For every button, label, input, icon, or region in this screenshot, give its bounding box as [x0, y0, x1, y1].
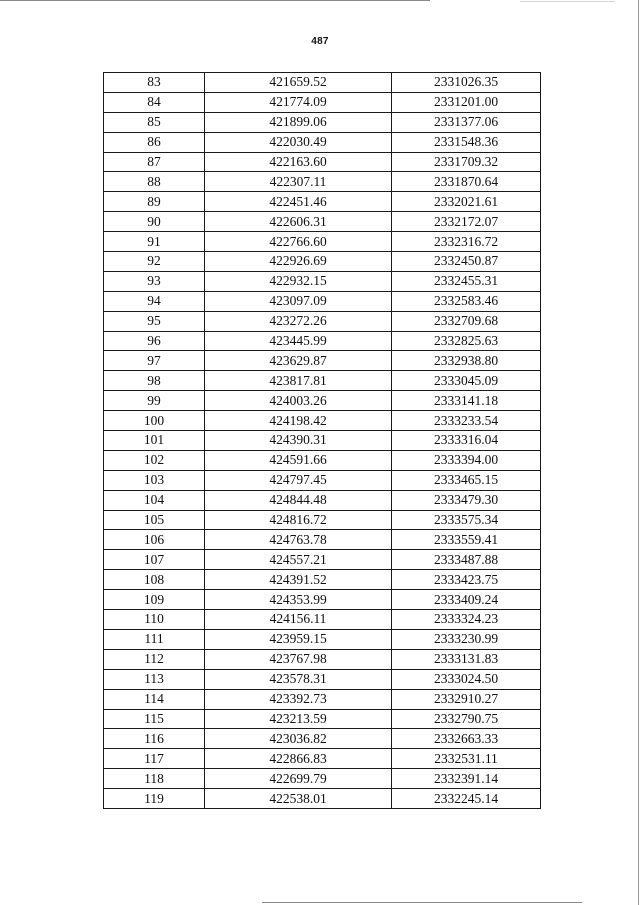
table-row [104, 92, 541, 112]
y-coordinate-cell: 2332455.31 [392, 271, 541, 291]
point-number-cell: 115 [104, 709, 205, 729]
x-coordinate-cell: 422866.83 [205, 749, 392, 769]
point-number-cell: 99 [104, 391, 205, 411]
scan-edge-top-right [520, 1, 615, 2]
point-number-cell: 119 [104, 789, 205, 809]
point-number-cell: 92 [104, 252, 205, 272]
point-number-cell: 101 [104, 431, 205, 451]
table-row [104, 331, 541, 351]
x-coordinate-cell: 424156.11 [205, 610, 392, 630]
x-coordinate-cell: 423097.09 [205, 291, 392, 311]
y-coordinate-cell: 2332790.75 [392, 709, 541, 729]
y-coordinate-cell: 2333230.99 [392, 629, 541, 649]
x-coordinate-cell: 424591.66 [205, 450, 392, 470]
point-number-cell: 85 [104, 112, 205, 132]
y-coordinate-cell: 2332663.33 [392, 729, 541, 749]
x-coordinate-cell: 424391.52 [205, 570, 392, 590]
x-coordinate-cell: 424390.31 [205, 431, 392, 451]
x-coordinate-cell: 424816.72 [205, 510, 392, 530]
table-row [104, 132, 541, 152]
table-row [104, 431, 541, 451]
y-coordinate-cell: 2332450.87 [392, 252, 541, 272]
table-row [104, 510, 541, 530]
x-coordinate-cell: 424557.21 [205, 550, 392, 570]
point-number-cell: 110 [104, 610, 205, 630]
x-coordinate-cell: 422030.49 [205, 132, 392, 152]
point-number-cell: 96 [104, 331, 205, 351]
point-number-cell: 113 [104, 669, 205, 689]
point-number-cell: 108 [104, 570, 205, 590]
table-row [104, 391, 541, 411]
table-row [104, 749, 541, 769]
y-coordinate-cell: 2333423.75 [392, 570, 541, 590]
x-coordinate-cell: 422926.69 [205, 252, 392, 272]
coordinate-table [103, 72, 541, 809]
y-coordinate-cell: 2333316.04 [392, 431, 541, 451]
y-coordinate-cell: 2333024.50 [392, 669, 541, 689]
table-row [104, 371, 541, 391]
y-coordinate-cell: 2332531.11 [392, 749, 541, 769]
point-number-cell: 104 [104, 490, 205, 510]
point-number-cell: 87 [104, 152, 205, 172]
y-coordinate-cell: 2332172.07 [392, 212, 541, 232]
point-number-cell: 116 [104, 729, 205, 749]
x-coordinate-cell: 423578.31 [205, 669, 392, 689]
point-number-cell: 100 [104, 411, 205, 431]
table-row [104, 450, 541, 470]
point-number-cell: 83 [104, 73, 205, 93]
y-coordinate-cell: 2331377.06 [392, 112, 541, 132]
x-coordinate-cell: 424353.99 [205, 590, 392, 610]
table-row [104, 729, 541, 749]
y-coordinate-cell: 2332316.72 [392, 232, 541, 252]
point-number-cell: 107 [104, 550, 205, 570]
point-number-cell: 86 [104, 132, 205, 152]
table-row [104, 689, 541, 709]
y-coordinate-cell: 2331548.36 [392, 132, 541, 152]
y-coordinate-cell: 2332583.46 [392, 291, 541, 311]
point-number-cell: 112 [104, 649, 205, 669]
x-coordinate-cell: 423392.73 [205, 689, 392, 709]
point-number-cell: 98 [104, 371, 205, 391]
y-coordinate-cell: 2333465.15 [392, 470, 541, 490]
point-number-cell: 88 [104, 172, 205, 192]
y-coordinate-cell: 2332709.68 [392, 311, 541, 331]
point-number-cell: 97 [104, 351, 205, 371]
x-coordinate-cell: 424763.78 [205, 530, 392, 550]
y-coordinate-cell: 2333559.41 [392, 530, 541, 550]
x-coordinate-cell: 424797.45 [205, 470, 392, 490]
coordinate-table-body [104, 73, 541, 809]
point-number-cell: 114 [104, 689, 205, 709]
table-row [104, 570, 541, 590]
y-coordinate-cell: 2333324.23 [392, 610, 541, 630]
y-coordinate-cell: 2332021.61 [392, 192, 541, 212]
y-coordinate-cell: 2333487.88 [392, 550, 541, 570]
scan-edge-top [0, 0, 430, 1]
table-row [104, 669, 541, 689]
x-coordinate-cell: 422606.31 [205, 212, 392, 232]
x-coordinate-cell: 421774.09 [205, 92, 392, 112]
point-number-cell: 117 [104, 749, 205, 769]
y-coordinate-cell: 2331709.32 [392, 152, 541, 172]
table-row [104, 709, 541, 729]
x-coordinate-cell: 421899.06 [205, 112, 392, 132]
y-coordinate-cell: 2332245.14 [392, 789, 541, 809]
point-number-cell: 111 [104, 629, 205, 649]
x-coordinate-cell: 422932.15 [205, 271, 392, 291]
point-number-cell: 118 [104, 769, 205, 789]
y-coordinate-cell: 2331870.64 [392, 172, 541, 192]
table-row [104, 311, 541, 331]
y-coordinate-cell: 2333045.09 [392, 371, 541, 391]
scan-edge-right [638, 0, 639, 905]
table-row [104, 73, 541, 93]
x-coordinate-cell: 422538.01 [205, 789, 392, 809]
x-coordinate-cell: 424844.48 [205, 490, 392, 510]
y-coordinate-cell: 2333479.30 [392, 490, 541, 510]
y-coordinate-cell: 2333575.34 [392, 510, 541, 530]
table-row [104, 411, 541, 431]
table-row [104, 789, 541, 809]
table-row [104, 252, 541, 272]
point-number-cell: 95 [104, 311, 205, 331]
y-coordinate-cell: 2332910.27 [392, 689, 541, 709]
point-number-cell: 93 [104, 271, 205, 291]
table-row [104, 769, 541, 789]
table-row [104, 351, 541, 371]
table-row [104, 470, 541, 490]
table-row [104, 610, 541, 630]
y-coordinate-cell: 2333409.24 [392, 590, 541, 610]
table-row [104, 590, 541, 610]
x-coordinate-cell: 422451.46 [205, 192, 392, 212]
x-coordinate-cell: 422766.60 [205, 232, 392, 252]
table-row [104, 232, 541, 252]
point-number-cell: 89 [104, 192, 205, 212]
table-row [104, 212, 541, 232]
table-row [104, 192, 541, 212]
table-row [104, 629, 541, 649]
x-coordinate-cell: 423213.59 [205, 709, 392, 729]
x-coordinate-cell: 422699.79 [205, 769, 392, 789]
y-coordinate-cell: 2333131.83 [392, 649, 541, 669]
table-row [104, 649, 541, 669]
page-number: 487 [311, 36, 329, 47]
y-coordinate-cell: 2333394.00 [392, 450, 541, 470]
point-number-cell: 102 [104, 450, 205, 470]
y-coordinate-cell: 2331026.35 [392, 73, 541, 93]
table-row [104, 271, 541, 291]
y-coordinate-cell: 2333233.54 [392, 411, 541, 431]
table-row [104, 291, 541, 311]
point-number-cell: 103 [104, 470, 205, 490]
point-number-cell: 84 [104, 92, 205, 112]
table-row [104, 490, 541, 510]
table-row [104, 172, 541, 192]
point-number-cell: 91 [104, 232, 205, 252]
y-coordinate-cell: 2332825.63 [392, 331, 541, 351]
x-coordinate-cell: 423629.87 [205, 351, 392, 371]
x-coordinate-cell: 423272.26 [205, 311, 392, 331]
x-coordinate-cell: 423817.81 [205, 371, 392, 391]
scan-edge-bottom [262, 902, 582, 903]
x-coordinate-cell: 423445.99 [205, 331, 392, 351]
point-number-cell: 105 [104, 510, 205, 530]
x-coordinate-cell: 424198.42 [205, 411, 392, 431]
table-row [104, 530, 541, 550]
table-row [104, 152, 541, 172]
table-row [104, 112, 541, 132]
point-number-cell: 106 [104, 530, 205, 550]
y-coordinate-cell: 2332391.14 [392, 769, 541, 789]
point-number-cell: 109 [104, 590, 205, 610]
y-coordinate-cell: 2331201.00 [392, 92, 541, 112]
x-coordinate-cell: 424003.26 [205, 391, 392, 411]
x-coordinate-cell: 422163.60 [205, 152, 392, 172]
y-coordinate-cell: 2333141.18 [392, 391, 541, 411]
point-number-cell: 90 [104, 212, 205, 232]
y-coordinate-cell: 2332938.80 [392, 351, 541, 371]
table-row [104, 550, 541, 570]
x-coordinate-cell: 421659.52 [205, 73, 392, 93]
x-coordinate-cell: 423767.98 [205, 649, 392, 669]
x-coordinate-cell: 423959.15 [205, 629, 392, 649]
x-coordinate-cell: 422307.11 [205, 172, 392, 192]
point-number-cell: 94 [104, 291, 205, 311]
x-coordinate-cell: 423036.82 [205, 729, 392, 749]
